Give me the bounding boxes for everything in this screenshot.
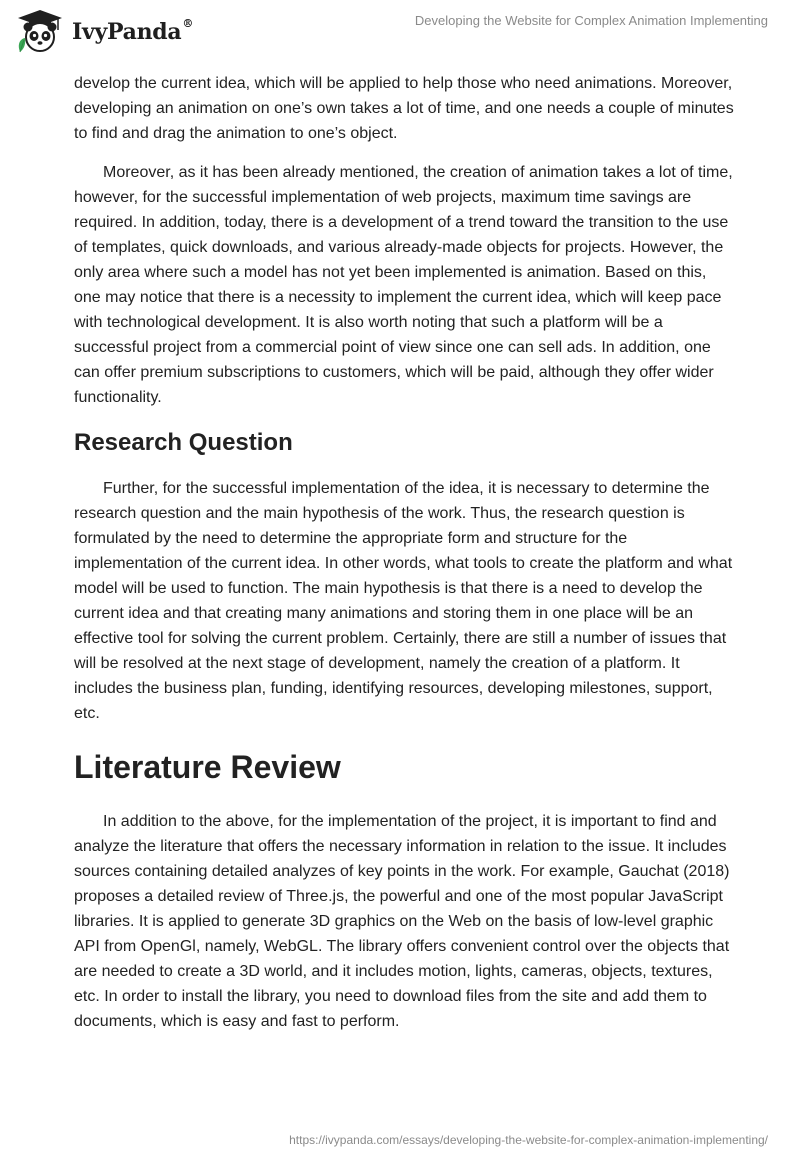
essay-body xyxy=(74,71,734,1048)
source-url[interactable]: https://ivypanda.com/essays/developing-the-website-for-complex-animation-implementing/ xyxy=(289,1133,768,1147)
paragraph: In addition to the above, for the implementation of the project, it is important to find and analyze the literature that offers the necessary information in relation to the issue. It includes sources containing detailed analyzes of key points in the work. For example, Gauchat (2018) proposes a detailed review of Three.js, the powerful and one of the most popular JavaScript libraries. It is applied to generate 3D graphics on the Web on the basis of low-level graphic API from OpenGl, namely, WebGL. The library offers convenient control over the objects that are needed to create a 3D world, and it includes motion, lights, cameras, objects, textures, etc. In order to install the library, you need to download files from the site and add them to documents, which is easy and fast to perform. xyxy=(74,813,730,1030)
section-heading-literature-review: Literature Review xyxy=(74,749,341,785)
document-title: Developing the Website for Complex Animation Implementing xyxy=(414,13,768,28)
paragraph: develop the current idea, which will be applied to help those who need animations. Moreover, developing an animation on one’s own takes a lot of time, and one needs a couple of minutes to find and drag the animation to one’s object. xyxy=(74,75,734,142)
page-header xyxy=(0,0,800,60)
paragraph: Moreover, as it has been already mentioned, the creation of animation takes a lot of time, however, for the successful implementation of web projects, maximum time savings are required. In addition, today, there is a development of a trend toward the transition to the use of templates, quick downloads, and various already-made objects for projects. However, the only area where such a model has not yet been implemented is animation. Based on this, one may notice that there is a necessity to implement the current idea, which will keep pace with technological development. It is also worth noting that such a platform will be a successful project from a commercial point of view since one can sell ads. In addition, one can offer premium subscriptions to customers, which will be paid, although they offer wider functionality. xyxy=(74,164,733,406)
section-heading-research-question: Research Question xyxy=(74,429,293,456)
panda-graduate-icon xyxy=(14,8,66,54)
paragraph: Further, for the successful implementation of the idea, it is necessary to determine the research question and the main hypothesis of the work. Thus, the research question is formulated by the need to determine the appropriate form and structure for the implementation of the current idea. In other words, what tools to create the platform and what model will be used to function. The main hypothesis is that there is a need to develop the current idea and that creating many animations and storing them in one place will be an effective tool for solving the current problem. Certainly, there are still a number of issues that will be resolved at the next stage of development, namely the creation of a platform. It includes the business plan, funding, identifying resources, developing milestones, support, etc. xyxy=(74,480,733,722)
ivypanda-logo[interactable] xyxy=(14,8,193,54)
brand-name: IvyPanda® xyxy=(72,17,194,45)
